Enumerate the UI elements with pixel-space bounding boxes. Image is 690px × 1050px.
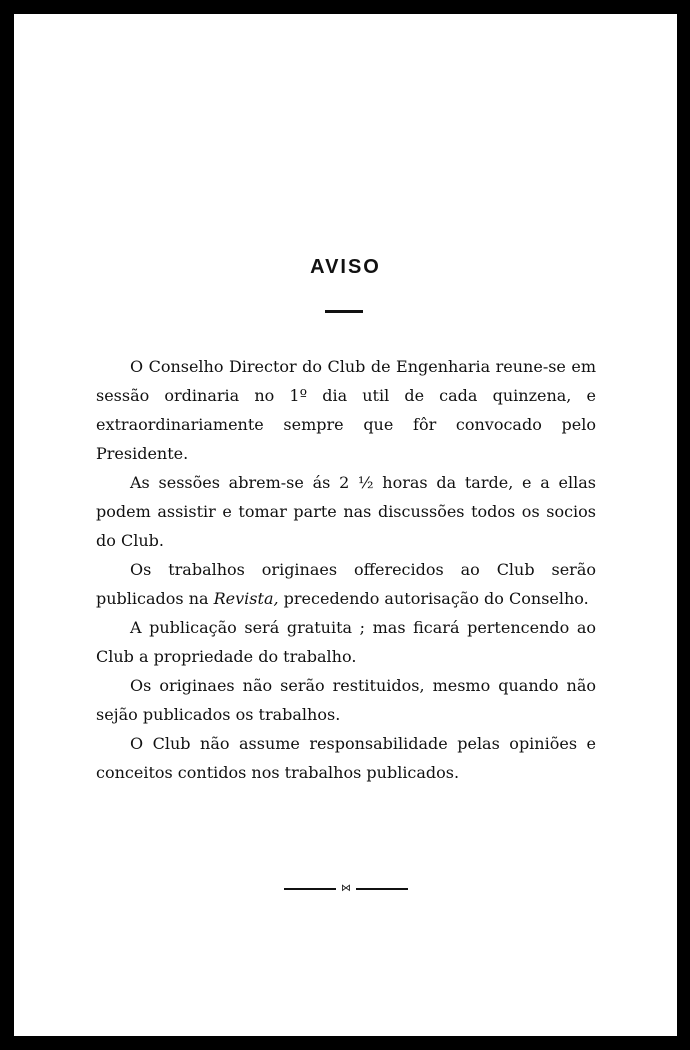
ornament-knot-icon: ⋈: [341, 883, 351, 894]
paragraph-text: A publicação será gratuita ; mas ficará pertencendo ao Club a propriedade do trabalho.: [96, 618, 596, 666]
paragraph-text: precedendo autorisação do Conselho.: [278, 589, 589, 608]
paragraph-council-sessions: [96, 352, 596, 468]
paragraph-text: Os trabalhos originaes offerecidos ao Club serão publicados na: [96, 560, 596, 608]
notice-title: AVISO: [310, 256, 381, 278]
document-page: [14, 14, 677, 1036]
paragraph-text: As sessões abrem-se ás 2 ½ horas da tarde, e a ellas podem assistir e tomar parte nas discussões todos os socios do Club.: [96, 473, 596, 550]
ornament-bar-left: [284, 888, 336, 890]
journal-name-italic: Revista,: [213, 589, 279, 608]
paragraph-originals-not-returned: [96, 671, 596, 729]
paragraph-session-hours: [96, 468, 596, 555]
paragraph-text: Os originaes não serão restituidos, mesmo quando não sejão publicados os trabalhos.: [96, 676, 596, 724]
paragraph-text: O Conselho Director do Club de Engenharia reune-se em sessão ordinaria no 1º dia util de cada quinzena, e extraordinariamente sempre que fôr convocado pelo Presidente.: [96, 357, 596, 463]
paragraph-text: O Club não assume responsabilidade pelas opiniões e conceitos contidos nos trabalhos publicados.: [96, 734, 596, 782]
closing-ornament-rule: [284, 883, 408, 895]
paragraph-responsibility: [96, 729, 596, 787]
notice-body: [96, 352, 596, 787]
paragraph-publication-free: [96, 613, 596, 671]
ornament-bar-right: [356, 888, 408, 890]
title-underline-rule: [325, 310, 363, 313]
paragraph-original-works: [96, 555, 596, 613]
